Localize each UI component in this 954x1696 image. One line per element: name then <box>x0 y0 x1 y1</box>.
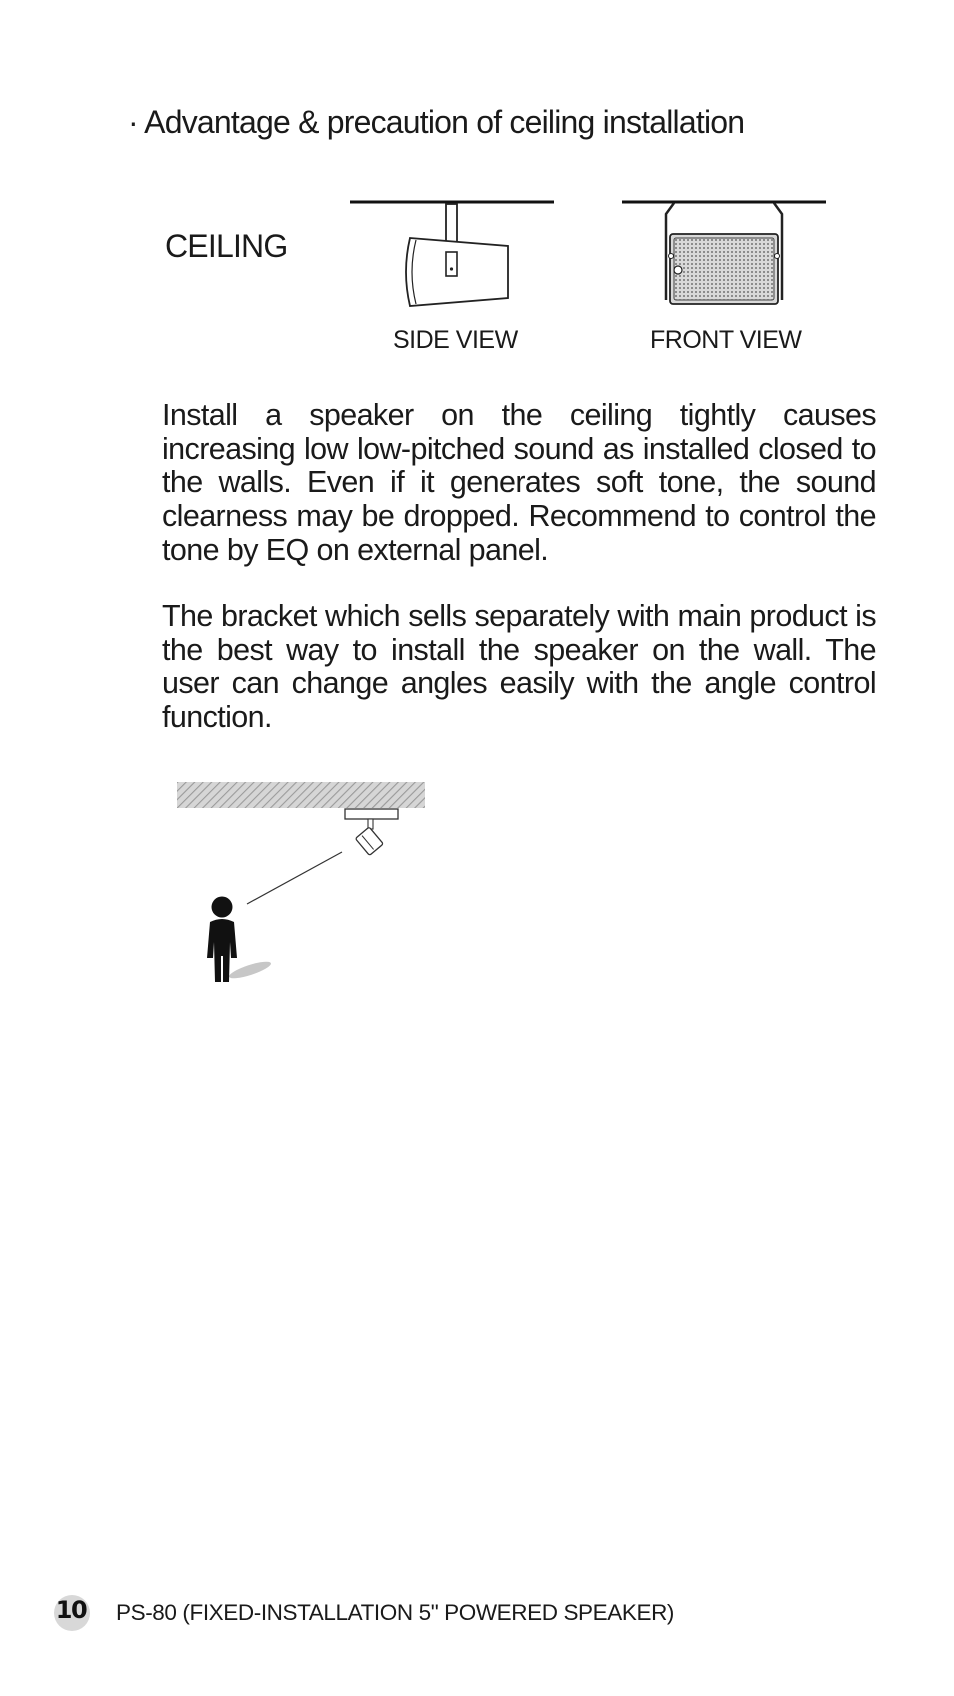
side-view-label: SIDE VIEW <box>393 326 518 354</box>
speaker-side-view-icon <box>350 198 556 308</box>
paragraph-ceiling-install: Install a speaker on the ceiling tightly causes increasing low low-pitched sound as installed closed to the walls. Even if it generates soft tone, the sound clearness may be dropped. Recommend to control the tone by EQ on external panel. <box>162 398 876 567</box>
speaker-front-view-icon <box>622 198 828 308</box>
footer-title: PS-80 (FIXED-INSTALLATION 5" POWERED SPEAKER) <box>116 1600 675 1625</box>
page-number: 10 <box>55 1596 87 1624</box>
paragraph-bracket: The bracket which sells separately with main product is the best way to install the speaker on the wall. The user can change angles easily with the angle control function. <box>162 599 876 735</box>
section-heading: · Advantage & precaution of ceiling installation <box>128 104 745 140</box>
ceiling-label: CEILING <box>165 228 288 264</box>
page-footer <box>52 1592 752 1632</box>
front-view-label: FRONT VIEW <box>650 326 802 354</box>
person-listening-icon <box>172 770 432 990</box>
